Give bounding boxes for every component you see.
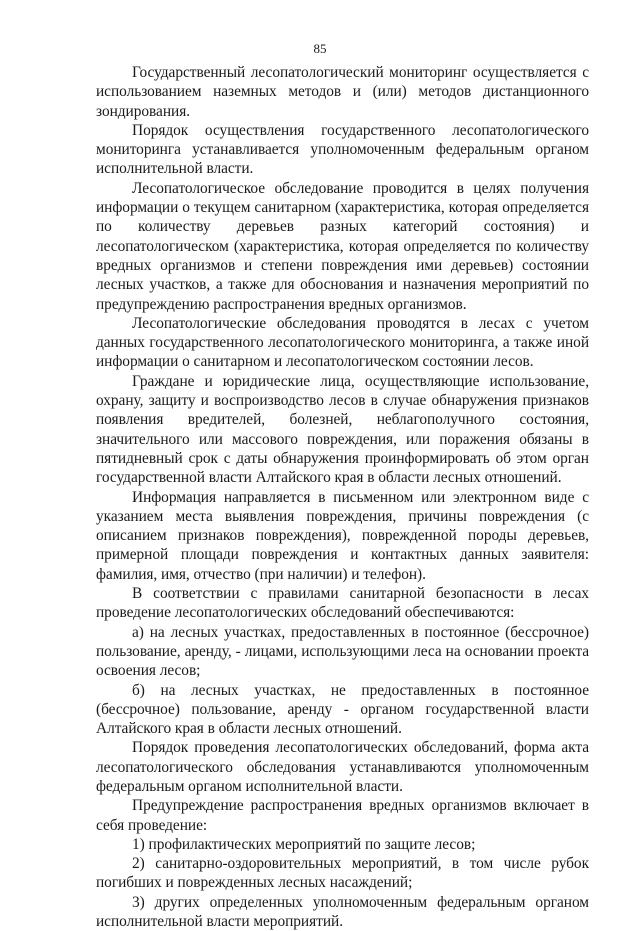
paragraph-survey-purpose: Лесопатологическое обследование проводится в целях получения информации о текущем санитарном (характеристика, которая определяется по количеству деревьев разных категорий состояния) и лесопатологическом (характеристика, которая определяется по количеству вредных организмов и степени повреждения ими деревьев) состоянии лесных участков, а также для обоснования и назначения мероприятий по предупреждению распространения вредных организмов. (96, 179, 589, 313)
list-item-1: 1) профилактических мероприятий по защите лесов; (132, 835, 476, 853)
paragraph-survey-form: Порядок проведения лесопатологических обследований, форма акта лесопатологического обследования устанавливаются уполномоченным федеральным органом исполнительной власти. (96, 739, 589, 795)
paragraph-monitoring-procedure: Порядок осуществления государственного лесопатологического мониторинга устанавливается уполномоченным федеральным органом исполнительной власти. (96, 121, 589, 178)
paragraph-monitoring-methods: Государственный лесопатологический мониторинг осуществляется с использованием наземных методов и (или) методов дистанционного зондирования. (96, 64, 589, 120)
paragraph-sanitary-rules: В соответствии с правилами санитарной безопасности в лесах проведение лесопатологических обследований обеспечиваются: (96, 585, 589, 622)
list-item-3: 3) других определенных уполномоченным федеральным органом исполнительной власти мероприятий. (96, 893, 589, 931)
list-item-2: 2) санитарно-оздоровительных мероприятий, в том числе рубок погибших и поврежденных лесных насаждений; (96, 855, 589, 892)
paragraph-citizens-obligation: Граждане и юридические лица, осуществляющие использование, охрану, защиту и воспроизводство лесов в случае обнаружения признаков появления вредителей, болезней, неблагополучного состояния, значительного или массового повреждения, или поражения обязаны в пятидневный срок с даты обнаружения проинформировать об этом орган государственной власти Алтайского края в области лесных отношений. (96, 372, 589, 487)
paragraph-survey-conditions: Лесопатологические обследования проводятся в лесах с учетом данных государственного лесопатологического мониторинга, а также иной информации о санитарном и лесопатологическом состоянии лесов. (96, 314, 589, 371)
paragraph-prevention-intro: Предупреждение распространения вредных организмов включает в себя проведение: (96, 797, 589, 834)
page-number: 85 (313, 41, 327, 56)
list-item-a: а) на лесных участках, предоставленных в постоянное (бессрочное) пользование, аренду, - лицами, использующими леса на основании проекта освоения лесов; (96, 623, 589, 680)
paragraph-information-format: Информация направляется в письменном или электронном виде с указанием места выявления повреждения, причины повреждения (с описанием признаков повреждения), поврежденной породы деревьев, примерной площади повреждения и контактных данных заявителя: фамилия, имя, отчество (при наличии) и телефон). (96, 488, 589, 583)
list-item-b: б) на лесных участках, не предоставленных в постоянное (бессрочное) пользование, аренду - органом государственной власти Алтайского края в области лесных отношений. (96, 681, 589, 738)
document-body (96, 63, 589, 931)
